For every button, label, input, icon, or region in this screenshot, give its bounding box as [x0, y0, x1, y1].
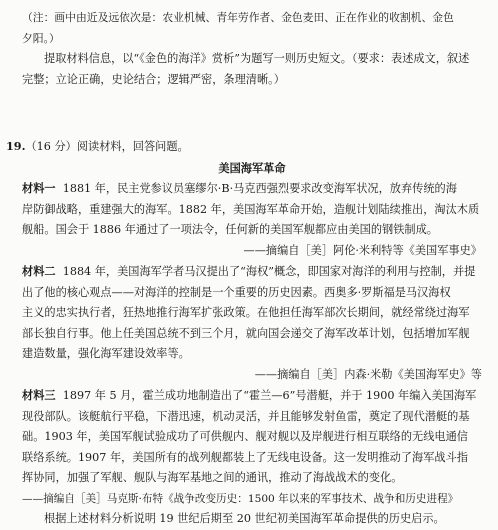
material-2-line-1	[22, 261, 482, 283]
question-19-header	[6, 136, 482, 158]
material-1-source: ——摘编自［美］阿伦·米利特等《美国军事史》	[243, 243, 482, 257]
material-3-line-3: 础。1903 年，美国军舰试验成功了可供舰内、舰对舰以及岸舰进行相互联络的无线电通信	[22, 430, 468, 443]
material-title: 美国海军革命	[218, 160, 286, 175]
material-3-line-2: 现役部队。该艇航行平稳，下潜迅速，机动灵活，并且能够发射鱼雷，奠定了现代潜艇的基	[22, 409, 470, 423]
material-2-text-1: 1884 年，美国海军学者马汉提出了“海权”概念，即国家对海洋的利用与控制，并提	[62, 265, 476, 278]
material-2-source: ——摘编自［美］内森·米勒《美国海军史》等	[254, 367, 482, 381]
material-2-label: 材料二	[22, 264, 56, 278]
question-score: （16 分）阅读材料，回答问题。	[25, 140, 189, 153]
material-3-line-5: 挥协同，加强了军舰、舰队与海军基地之间的通讯，推动了海战战术的变化。	[22, 471, 403, 484]
question-number: 19.	[6, 139, 26, 153]
material-3-line-4: 联络系统。1907 年，美国所有的战列舰都装上了无线电设备。这一发明推动了海军战斗指	[22, 450, 468, 464]
task-line-1: 提取材料信息，以“《金色的海洋》赏析”为题写一则历史短文。（要求：表述成文，叙述	[44, 52, 470, 65]
material-2-line-2: 出了他的核心观点——对海洋的控制是一个重要的历史因素。西奥多·罗斯福是马汉海权	[22, 285, 451, 299]
material-1-text-1: 1881 年，民主党参议员塞缪尔·B·马克西强烈要求改变海军状况，放弃传统的海	[62, 182, 457, 195]
spacer	[22, 90, 482, 136]
material-1-label: 材料一	[22, 181, 56, 195]
material-1-line-3: 舰船。国会于 1886 年通过了一项法令，任何新的美国军舰都应由美国的钢铁制成。	[22, 223, 438, 236]
material-1-line-1	[22, 178, 482, 200]
material-2-line-4: 部长独自行事。他上任美国总统不到三个月，就向国会递交了海军改革计划，包括增加军舰	[22, 326, 470, 340]
image-note-line-1: （注：画中由近及远依次是：农业机械、青年劳作者、金色麦田、正在作业的收割机、金色	[22, 11, 454, 24]
material-3-text-1: 1897 年 5 月，霍兰成功地制造出了“霍兰—6”号潜艇，并于 1900 年编入美国海军	[62, 389, 477, 402]
material-3-source: ——摘编自［美］马克斯·布特《战争改变历史：1500 年以来的军事技术、战争和历史进程》	[22, 492, 459, 505]
image-note-line-2: 夕阳。）	[22, 31, 60, 45]
material-1-line-2: 岸防御战略，重建强大的海军。1882 年，美国海军革命开始，造舰计划陆续推出，淘汰木质	[22, 202, 480, 216]
material-2-line-3: 主义的忠实执行者，狂热地推行海军扩张政策。在他担任海军部次长期间，就经常绕过海军	[22, 306, 470, 319]
material-3-line-1	[22, 385, 482, 407]
material-3-label: 材料三	[22, 388, 56, 402]
material-2-line-5: 建造数量，强化海军建设效率等。	[22, 347, 190, 360]
task-line-2: 完整；立论正确，史论结合；逻辑严密，条理清晰。）	[22, 72, 285, 86]
question-prompt: 根据上述材料分析说明 19 世纪后期至 20 世纪初美国海军革命提供的历史启示。	[44, 512, 445, 525]
